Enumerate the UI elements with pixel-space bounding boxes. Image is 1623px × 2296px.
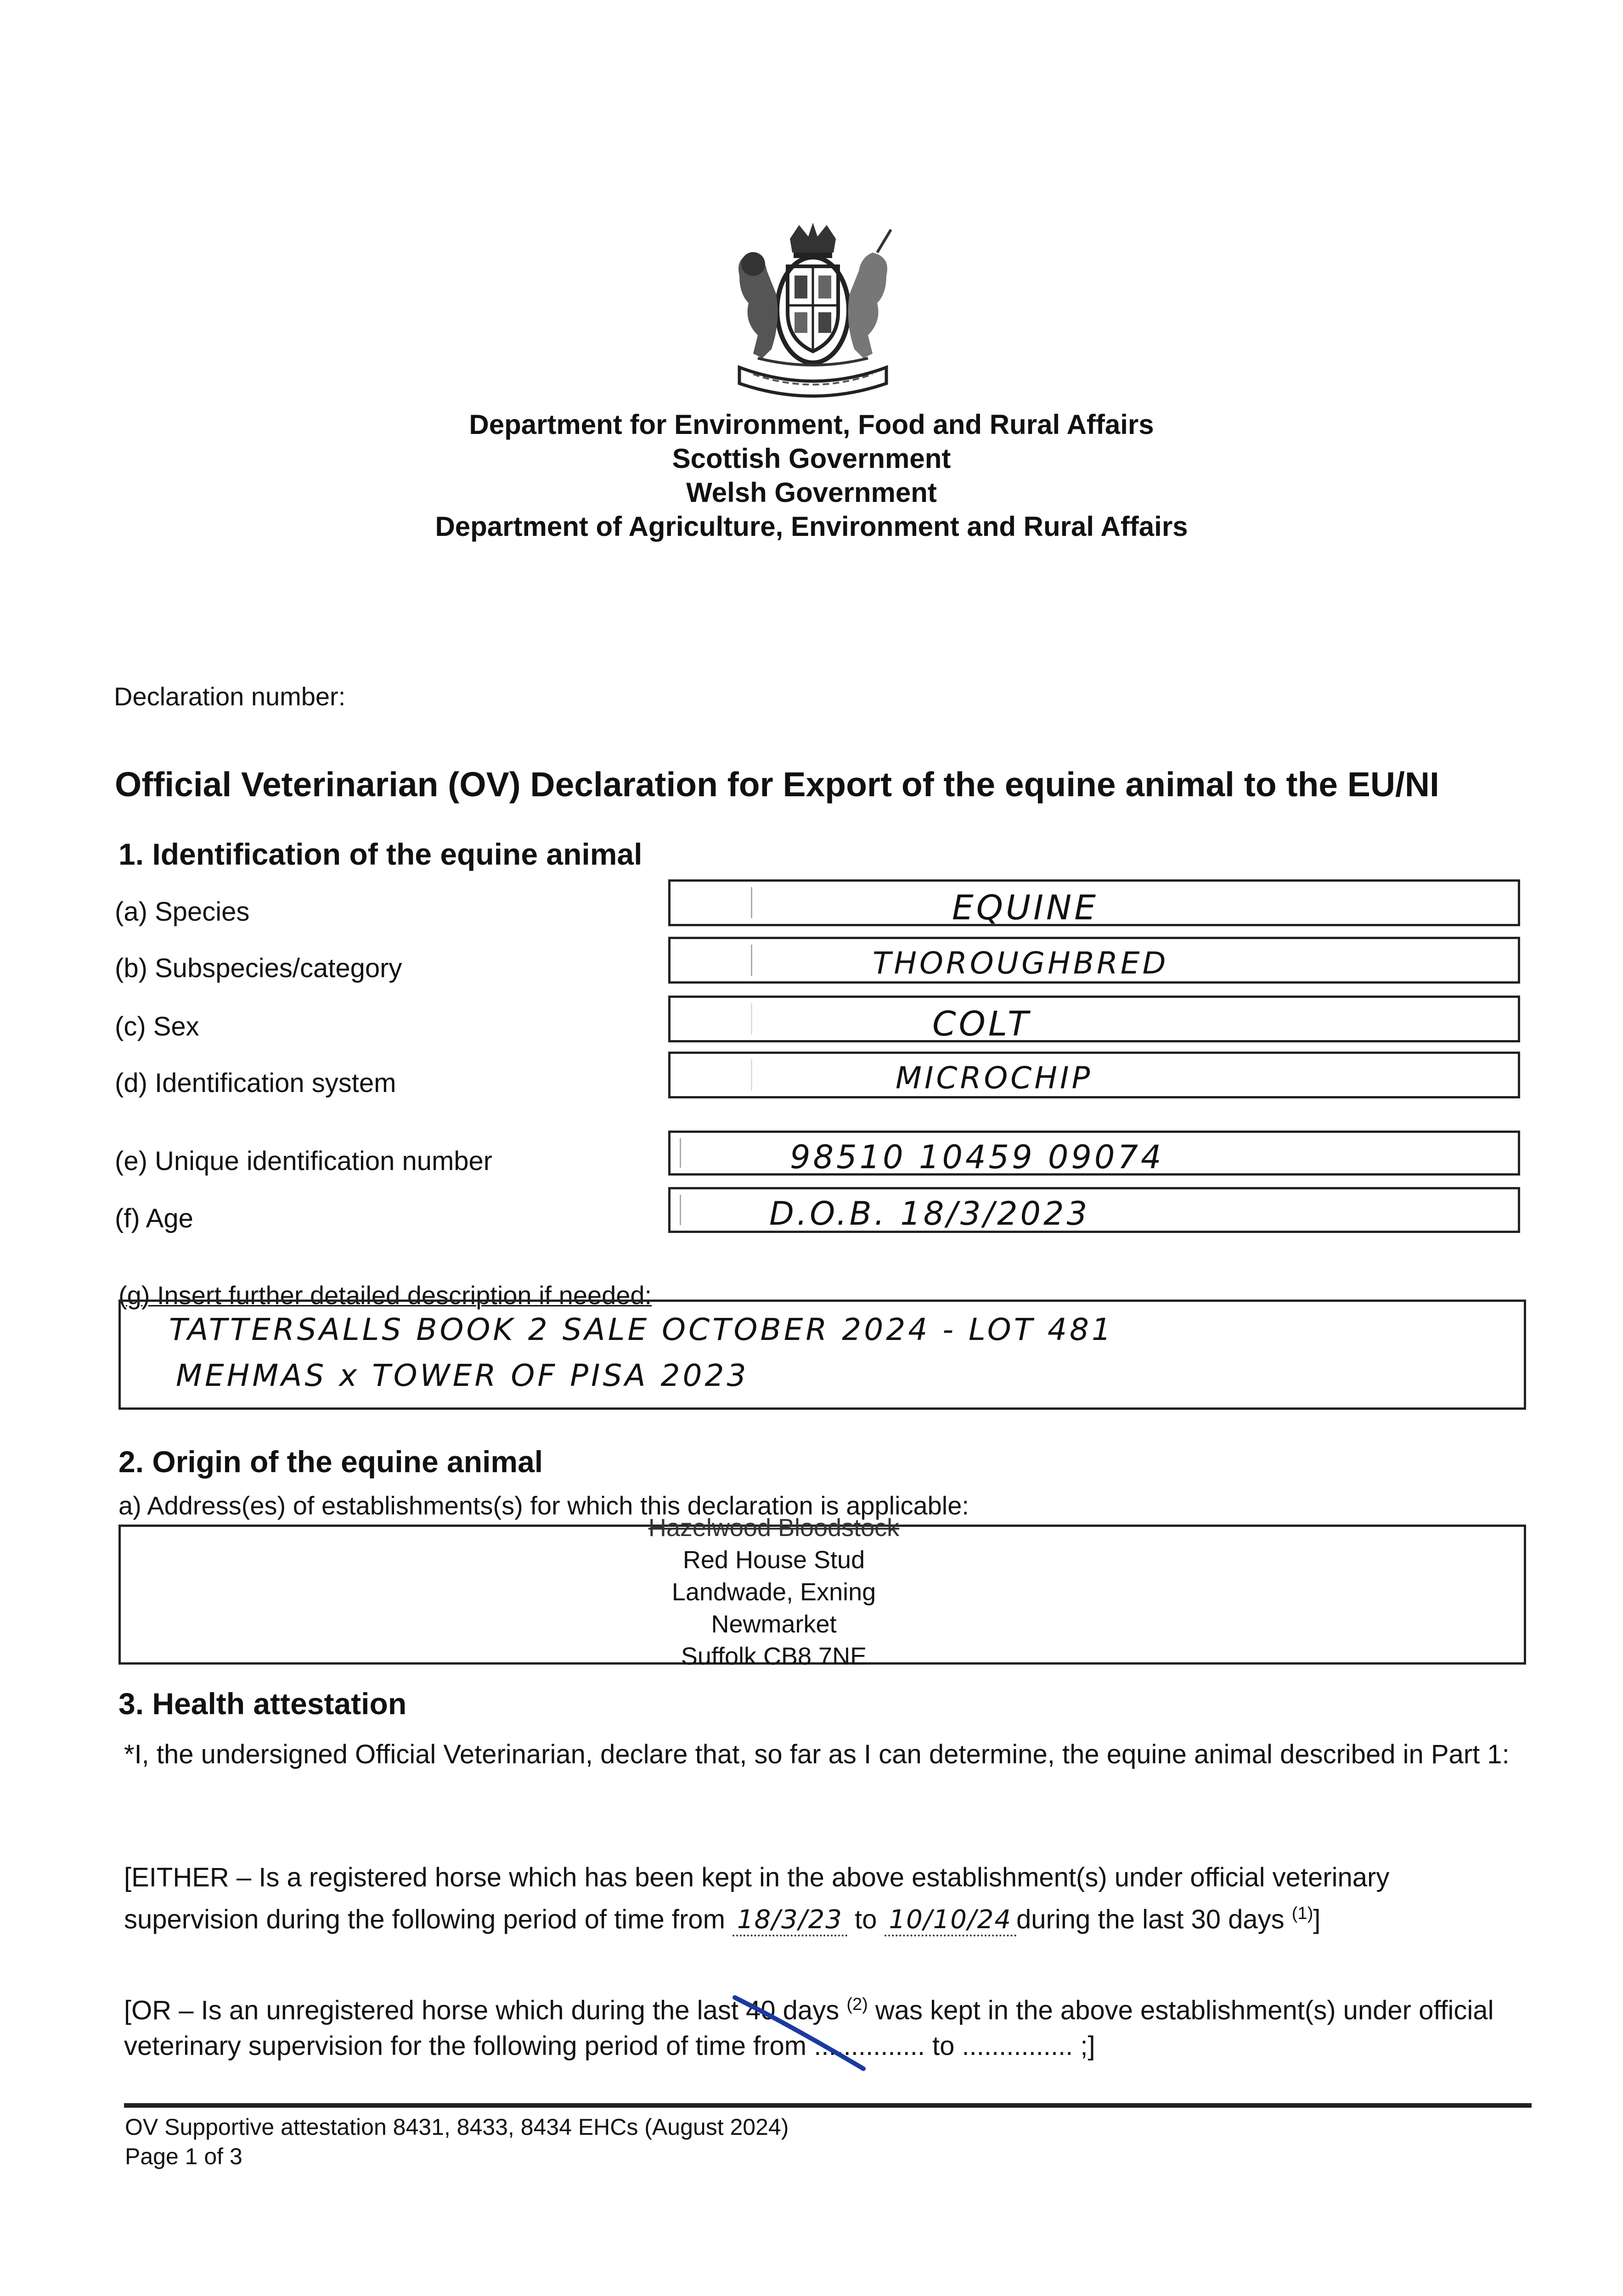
either-line-2-start: supervision during the following period of time from <box>124 1904 725 1935</box>
header-line-daera: Department of Agriculture, Environment and Rural Affairs <box>435 511 1188 542</box>
sex-value: COLT <box>932 1004 1031 1044</box>
identification-system-value: MICROCHIP <box>896 1060 1093 1096</box>
document-title: Official Veterinarian (OV) Declaration for Export of the equine animal to the EU/NI <box>115 765 1439 804</box>
identification-system-label: (d) Identification system <box>115 1068 396 1098</box>
header-block <box>0 408 1623 544</box>
or-clause-strike-mark <box>726 1988 873 2076</box>
footer-attestation-reference: OV Supportive attestation 8431, 8433, 8434 EHCs (August 2024) <box>125 2114 789 2140</box>
address-line-2: Red House Stud <box>682 1546 865 1574</box>
declaration-number-label: Declaration number: <box>114 682 346 711</box>
subspecies-field <box>668 937 1520 984</box>
or-line-1-end: was kept in the above establishment(s) under official <box>875 1995 1494 2026</box>
either-to-date: 10/10/24 <box>885 1905 1017 1936</box>
page-number: Page 1 of 3 <box>125 2144 242 2169</box>
species-value: EQUINE <box>952 888 1099 928</box>
address-line-4: Newmarket <box>711 1610 837 1638</box>
age-value: D.O.B. 18/3/2023 <box>769 1195 1090 1232</box>
subspecies-label: (b) Subspecies/category <box>115 953 402 983</box>
header-line-welsh-gov: Welsh Government <box>686 477 937 508</box>
unique-id-value: 98510 10459 09074 <box>790 1138 1164 1176</box>
age-field <box>668 1187 1520 1233</box>
section-3-heading: 3. Health attestation <box>118 1687 407 1721</box>
address-block <box>0 1512 1548 1666</box>
royal-coat-of-arms-logo <box>721 220 905 404</box>
either-to-word: to <box>855 1904 877 1935</box>
footer-rule <box>124 2103 1532 2108</box>
either-footnote-ref: (1) <box>1291 1904 1313 1923</box>
either-line-1: [EITHER – Is a registered horse which has been kept in the above establishment(s) under official veterinary <box>124 1863 1390 1892</box>
health-attestation-intro: *I, the undersigned Official Veterinarian, declare that, so far as I can determine, the equine animal described in Part 1: <box>124 1739 1510 1769</box>
header-line-scottish-gov: Scottish Government <box>672 443 951 474</box>
further-description-line-1: TATTERSALLS BOOK 2 SALE OCTOBER 2024 - LOT 481 <box>169 1312 1114 1347</box>
footer-text <box>125 2112 789 2171</box>
subspecies-value: THOROUGHBRED <box>873 945 1169 981</box>
address-line-1: Hazelwood Bloodstock <box>648 1514 900 1542</box>
either-line-2 <box>124 1896 1529 1938</box>
sex-label: (c) Sex <box>115 1012 199 1041</box>
or-line-2: veterinary supervision for the following period of time from ............... to ............... ;] <box>124 2031 1095 2061</box>
further-description-label: (g) Insert further detailed description if needed: <box>118 1281 652 1310</box>
address-label: a) Address(es) of establishments(s) for which this declaration is applicable: <box>118 1491 969 1520</box>
either-close-bracket: ] <box>1313 1904 1321 1935</box>
further-description-line-2: MEHMAS x TOWER OF PISA 2023 <box>176 1358 749 1393</box>
species-label: (a) Species <box>115 897 250 927</box>
age-label: (f) Age <box>115 1204 193 1233</box>
or-footnote-ref: (2) <box>846 1995 868 2014</box>
address-line-3: Landwade, Exning <box>671 1578 876 1606</box>
or-line-1-start: [OR – Is an unregistered horse which during the last 40 days <box>124 1995 840 2026</box>
unique-id-label: (e) Unique identification number <box>115 1146 493 1176</box>
either-line-2-end: during the last 30 days <box>1016 1904 1285 1935</box>
species-field <box>668 879 1520 926</box>
address-line-5: Suffolk CB8 7NE <box>681 1643 867 1666</box>
sex-field <box>668 996 1520 1042</box>
either-clause <box>124 1860 1529 1938</box>
section-1-heading: 1. Identification of the equine animal <box>118 837 642 871</box>
section-2-heading: 2. Origin of the equine animal <box>118 1445 543 1479</box>
either-from-date: 18/3/23 <box>733 1905 847 1936</box>
unique-id-field <box>668 1131 1520 1176</box>
header-line-defra: Department for Environment, Food and Rural Affairs <box>469 409 1154 440</box>
identification-system-field <box>668 1052 1520 1098</box>
further-description-field <box>118 1300 1526 1410</box>
